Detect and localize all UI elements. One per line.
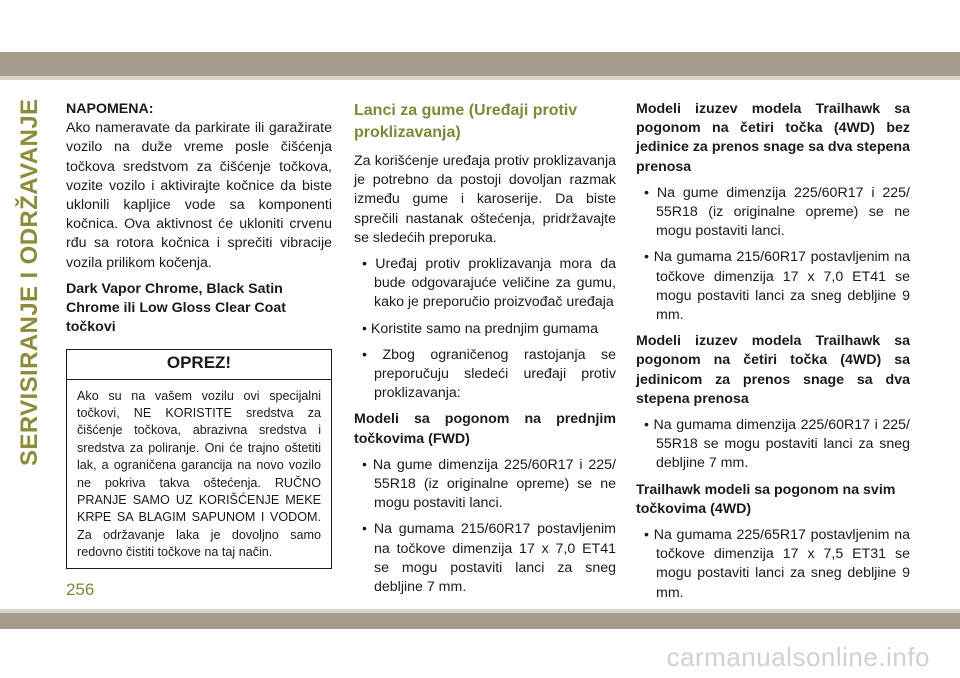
page-number: 256 — [66, 580, 95, 599]
wheels-subheading: Dark Vapor Chrome, Black Satin Chrome ili Low Gloss Clear Coat točkovi — [66, 280, 286, 336]
column-right — [636, 100, 910, 610]
list-item: • Uređaj protiv proklizavanja mora da bude odgovarajuće veličine za gumu, kako je preporučio proizvođač uređaja — [362, 256, 616, 311]
snow-chains-heading: Lanci za gume (Uređaji protiv proklizavanja) — [354, 102, 578, 141]
list-item: • Na gumama dimenzija 225/60R17 i 225/ 55R18 se mogu postaviti lanci za sneg debljine 7 mm. — [644, 417, 910, 472]
list-item: • Na gume dimenzija 225/60R17 i 225/ 55R18 (iz originalne opreme) se ne mogu postaviti lanci. — [362, 456, 616, 512]
caution-text: Ako su na vašem vozilu ovi specijalni točkovi, NE KORISTITE sredstva za čišćenje točkova, abrazivna sredstva i sredstva za poliranje. Oni će trajno oštetiti lak, a ograničena garancija na novo vozilo ne pokriva takva oštećenja. RUČNO PRANJE SAMO UZ KORIŠĆENJE MEKE KRPE SA BLAGIM SAPUNOM I VODOM. Za održavanje laka je dovoljno samo redovno čistiti točkove na taj način. — [77, 388, 321, 560]
header-stripe — [0, 52, 960, 76]
4wd-no-ptu-heading: Modeli izuzev modela Trailhawk sa pogonom na četiri točka (4WD) bez jedinice za prenos snage sa dva stepena prenosa — [636, 101, 910, 175]
list-item: • Na gumama 215/60R17 postavljenim na točkove dimenzija 17 x 7,0 ET41 se mogu postaviti lanci za sneg debljine 7 mm. — [362, 521, 616, 596]
4wd-ptu-heading: Modeli izuzev modela Trailhawk sa pogonom na četiri točka (4WD) sa jedinicom za prenos snage sa dva stepena prenosa — [636, 333, 910, 407]
trailhawk-heading: Trailhawk modeli sa pogonom na svim točkovima (4WD) — [636, 481, 896, 517]
note-text: Ako nameravate da parkirate ili garažirate vozilo na duže vreme posle čišćenja točkova sredstvom za čišćenje točkova, vozite vozilo i aktivirajte kočnice da biste uklonili kapljice vode sa komponenti kočnica. Ova aktivnost će ukloniti crvenu rđu sa rotora kočnica i sprečiti vibracije vozila prilikom kočenja. — [66, 120, 332, 271]
list-item: • Na gumama 225/65R17 postavljenim na točkove dimenzija 17 x 7,5 ET31 se mogu postaviti lanci za sneg debljine 9 mm. — [644, 527, 910, 601]
caution-box — [66, 349, 332, 568]
list-item: • Zbog ograničenog rastojanja se preporučuju sledeći uređaji protiv proklizavanja: — [362, 346, 616, 402]
list-item: • Koristite samo na prednjim gumama — [362, 320, 599, 337]
caution-title: OPREZ! — [67, 350, 331, 379]
list-item: • Na gumama 215/60R17 postavljenim na točkove dimenzija 17 x 7,0 ET41 se mogu postaviti lanci za sneg debljine 9 mm. — [644, 249, 910, 324]
section-side-title: SERVISIRANJE I ODRŽAVANJE — [16, 98, 43, 466]
list-item: • Na gume dimenzija 225/60R17 i 225/ 55R18 (iz originalne opreme) se ne mogu postaviti lanci. — [644, 184, 910, 240]
watermark: carmanualsonline.info — [666, 642, 930, 672]
header-stripe-light — [0, 76, 960, 80]
snow-chains-intro: Za korišćenje uređaja protiv proklizavanja je potrebno da postoji dovoljan razmak između gume i karoserije. Da biste sprečili nastanak oštećenja, pridržavajte se sledećih preporuka. — [354, 153, 616, 246]
footer-stripe — [0, 613, 960, 629]
fwd-heading: Modeli sa pogonom na prednjim točkovima (FWD) — [354, 411, 616, 447]
note-title: NAPOMENA: — [66, 101, 154, 117]
column-left — [66, 100, 332, 569]
column-middle — [354, 100, 616, 604]
